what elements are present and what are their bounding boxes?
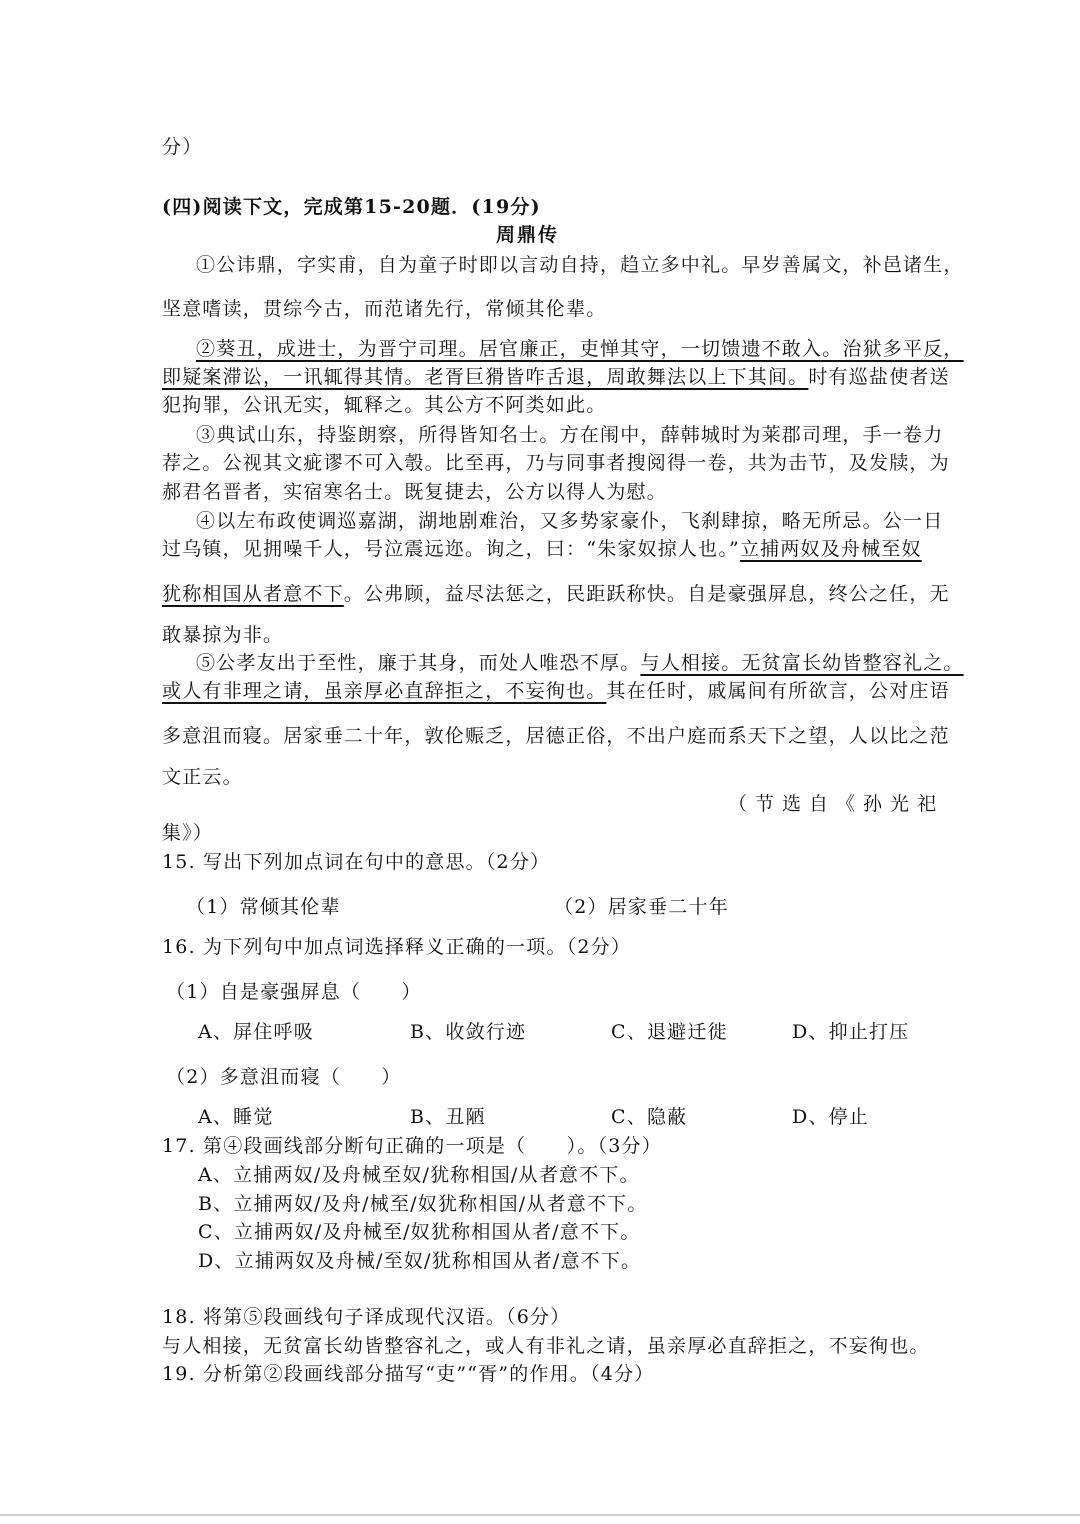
question-18-sentence: 与人相接，无贫富长幼皆整容礼之，或人有非礼之请，虽亲厚必直辞拒之，不妄徇也。 [162, 1335, 930, 1357]
option-c: C、隐蔽 [611, 1106, 688, 1128]
passage-source-continued: 集》） [162, 822, 214, 844]
passage-line-mixed [196, 648, 964, 675]
passage-line: 敢暴掠为非。 [162, 624, 284, 646]
passage-line: ①公讳鼎，字实甫，自为童子时即以言动自持，趋立多中礼。早岁善属文，补邑诸生， [196, 254, 964, 276]
passage-segment: 其在任时，戚属间有所欲言，公对庄语 [606, 680, 950, 702]
passage-line: 文正云。 [162, 766, 243, 788]
question-15: 15. 写出下列加点词在句中的意思。（2分） [162, 851, 551, 873]
passage-line-mixed [162, 579, 950, 606]
underlined-passage-segment: 或人有非理之请，虽亲厚必直辞拒之，不妄徇也。 [162, 680, 607, 702]
option-b: B、丑陋 [410, 1106, 486, 1128]
underlined-passage-segment: 犹称相国从者意不下 [162, 583, 344, 605]
passage-segment: ⑤公孝友出于至性，廉于其身，而处人唯恐不厚。 [196, 652, 641, 674]
passage-line: 多意沮而寝。居家垂二十年，敦伦赈乏，居德正俗，不出户庭而系天下之望，人以比之范 [162, 725, 950, 747]
page-bottom-edge [0, 1514, 1080, 1516]
passage-segment: 。公弗顾，益尽法惩之，民距跃称快。自是豪强屏息，终公之任，无 [343, 583, 950, 605]
section-header: (四)阅读下文，完成第15-20题．(19分) [162, 196, 541, 218]
underlined-passage-segment: 即疑案滞讼，一讯辄得其情。老胥巨猾皆咋舌退，周敢舞法以上下其间。 [162, 366, 809, 388]
option-d: D、立捕两奴及舟械/至奴/犹称相国从者/意不下。 [198, 1250, 642, 1272]
question-16-item-1: （1）自是豪强屏息（ ） [166, 981, 422, 1003]
passage-line-mixed [162, 362, 950, 389]
passage-line: 郝君名晋者，实宿寒名士。既复捷去，公方以得人为慰。 [162, 481, 668, 503]
option-d: D、抑止打压 [792, 1021, 910, 1043]
passage-line: ④以左布政使调巡嘉湖，湖地剧难治，又多势家豪仆，飞刹肆掠，略无所忌。公一日 [196, 510, 944, 532]
underlined-passage-segment: 立捕两奴及舟械至奴 [739, 538, 922, 560]
option-c: C、退避迁徙 [611, 1021, 728, 1043]
passage-line-mixed [162, 676, 950, 703]
option-c: C、立捕两奴/及舟械至/奴犹称相国从者/意不下。 [198, 1221, 641, 1243]
passage-segment: 时有巡盐使者送 [808, 366, 950, 388]
question-15-item-2: （2）居家垂二十年 [554, 896, 729, 918]
option-a: A、立捕两奴/及舟械至奴/犹称相国/从者意不下。 [198, 1164, 640, 1186]
question-19: 19. 分析第②段画线部分描写“吏”“胥”的作用。（4分） [162, 1363, 655, 1385]
question-17: 17. 第④段画线部分断句正确的一项是（ ）。（3分） [162, 1135, 662, 1157]
option-a: A、睡觉 [198, 1106, 274, 1128]
option-b: B、收敛行迹 [410, 1021, 527, 1043]
question-18: 18. 将第⑤段画线句子译成现代汉语。（6分） [162, 1306, 571, 1328]
underlined-passage-segment: 与人相接。无贫富长幼皆整容礼之。 [640, 652, 964, 674]
passage-line: 坚意嗜读，贯综今古，而范诸先行，常倾其伦辈。 [162, 298, 607, 320]
passage-source: （节选自《孙光祀 [728, 793, 945, 815]
question-16: 16. 为下列句中加点词选择释义正确的一项。（2分） [162, 936, 632, 958]
option-a: A、屏住呼吸 [198, 1021, 314, 1043]
passage-line: ③典试山东，持鉴朗察，所得皆知名士。方在闱中，薛韩城时为莱郡司理，手一卷力 [196, 424, 944, 446]
underlined-passage-line: ②葵丑，成进士，为晋宁司理。居官廉正，吏惮其守，一切馈遗不敢入。治狱多平反， [196, 338, 964, 360]
passage-title: 周鼎传 [496, 224, 560, 246]
option-d: D、停止 [792, 1106, 870, 1128]
prev-question-fragment: 分） [162, 136, 203, 158]
passage-segment: 过乌镇，见拥噪千人，号泣震远迩。询之，曰：“朱家奴掠人也。” [162, 538, 740, 560]
passage-line: 荐之。公视其文疵谬不可入彀。比至再，乃与同事者搜阅得一卷，共为击节，及发牍，为 [162, 452, 950, 474]
option-b: B、立捕两奴/及舟/械至/奴犹称相国/从者意不下。 [198, 1193, 648, 1215]
passage-line-mixed [162, 534, 922, 561]
question-15-item-1: （1）常倾其伦辈 [186, 896, 341, 918]
question-16-item-2: （2）多意沮而寝（ ） [166, 1066, 402, 1088]
passage-line: 犯拘罪，公讯无实，辄释之。其公方不阿类如此。 [162, 394, 607, 416]
